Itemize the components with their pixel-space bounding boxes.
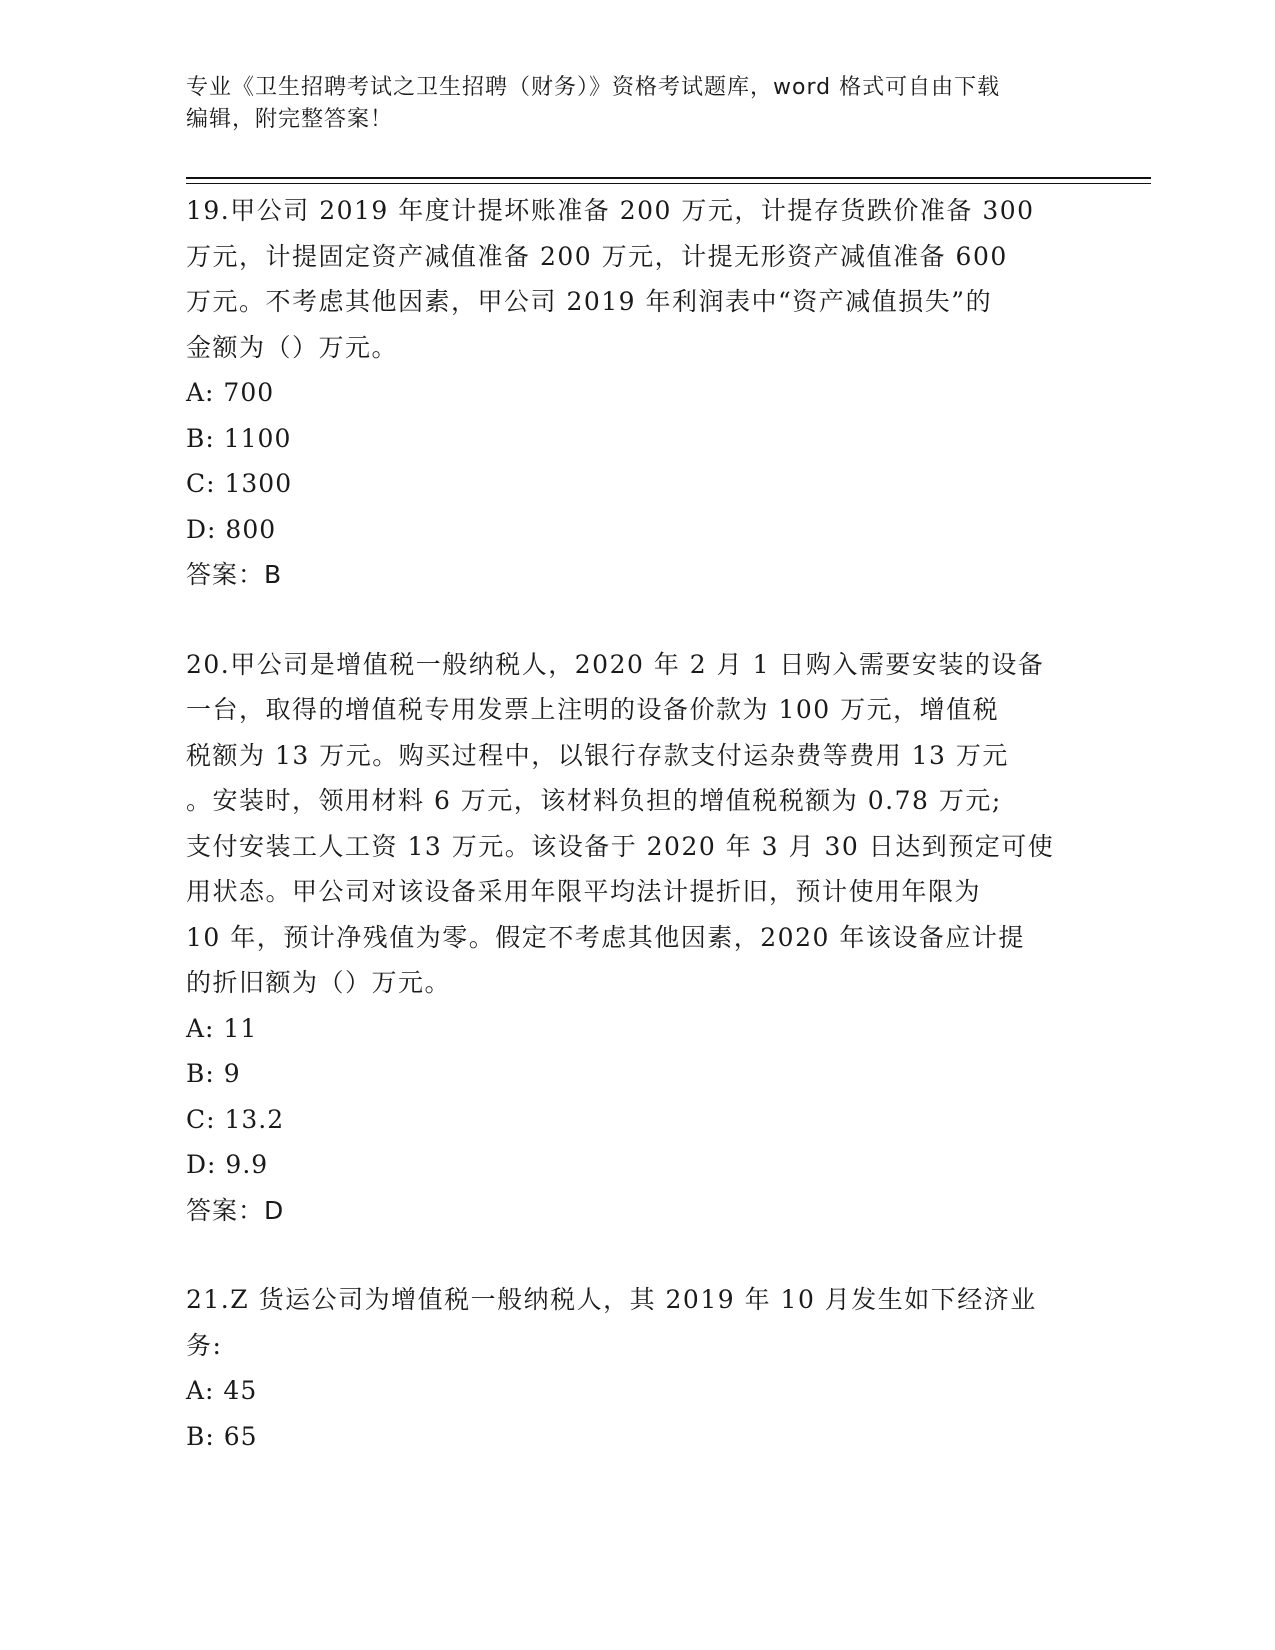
question-text-line: 21.Z 货运公司为增值税一般纳税人，其 2019 年 10 月发生如下经济业 bbox=[186, 1285, 1037, 1314]
question-19 bbox=[186, 188, 1086, 598]
question-text-line: 一台，取得的增值税专用发票上注明的设备价款为 100 万元，增值税 bbox=[186, 695, 1000, 724]
question-text-line: 万元，计提固定资产减值准备 200 万元，计提无形资产减值准备 600 bbox=[186, 241, 1008, 271]
option-d: D: 800 bbox=[186, 514, 277, 544]
question-text-line: 10 年，预计净残值为零。假定不考虑其他因素，2020 年该设备应计提 bbox=[186, 922, 1025, 952]
option-a: A: 700 bbox=[186, 378, 275, 407]
answer: 答案：B bbox=[186, 560, 283, 589]
question-text-line: 。安装时，领用材料 6 万元，该材料负担的增值税税额为 0.78 万元; bbox=[186, 786, 1002, 815]
question-text-line: 19.甲公司 2019 年度计提坏账准备 200 万元，计提存货跌价准备 300 bbox=[186, 196, 1035, 225]
header-divider-thin bbox=[186, 183, 1151, 184]
option-b: B: 65 bbox=[186, 1421, 258, 1451]
document-header bbox=[186, 72, 1066, 136]
option-b: B: 9 bbox=[186, 1059, 241, 1088]
question-text-line: 务: bbox=[186, 1330, 223, 1360]
question-text-line: 用状态。甲公司对该设备采用年限平均法计提折旧，预计使用年限为 bbox=[186, 877, 982, 906]
option-c: C: 1300 bbox=[186, 469, 293, 498]
question-text-line: 税额为 13 万元。购买过程中，以银行存款支付运杂费等费用 13 万元 bbox=[186, 740, 1009, 770]
option-a: A: 45 bbox=[186, 1376, 258, 1405]
header-line-1: 专业《卫生招聘考试之卫生招聘（财务）》资格考试题库，word 格式可自由下载 bbox=[186, 75, 1001, 100]
header-divider-thick bbox=[186, 177, 1151, 179]
option-b: B: 1100 bbox=[186, 423, 292, 453]
question-20 bbox=[186, 642, 1086, 1234]
header-line-2: 编辑，附完整答案！ bbox=[186, 107, 394, 132]
question-text-line: 金额为（）万元。 bbox=[186, 332, 399, 362]
option-d: D: 9.9 bbox=[186, 1150, 269, 1179]
question-list bbox=[186, 188, 1086, 1503]
question-text-line: 支付安装工人工资 13 万元。该设备于 2020 年 3 月 30 日达到预定可使 bbox=[186, 831, 1055, 861]
answer: 答案：D bbox=[186, 1195, 285, 1225]
question-21 bbox=[186, 1277, 1086, 1459]
option-c: C: 13.2 bbox=[186, 1104, 285, 1134]
option-a: A: 11 bbox=[186, 1013, 258, 1043]
question-text-line: 万元。不考虑其他因素，甲公司 2019 年利润表中“资产减值损失”的 bbox=[186, 287, 993, 316]
question-text-line: 的折旧额为（）万元。 bbox=[186, 968, 452, 997]
question-text-line: 20.甲公司是增值税一般纳税人，2020 年 2 月 1 日购入需要安装的设备 bbox=[186, 649, 1045, 679]
